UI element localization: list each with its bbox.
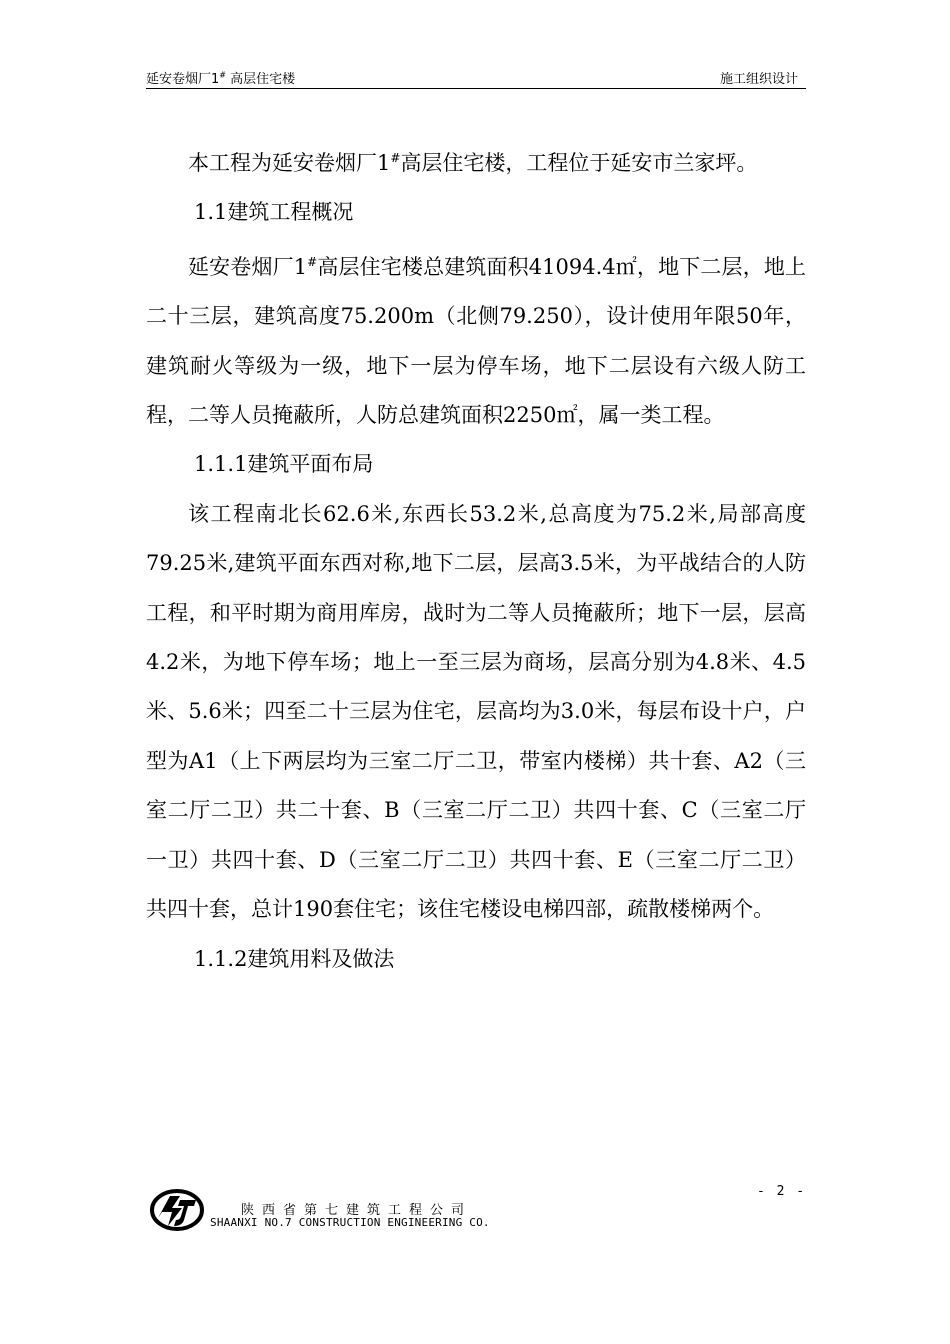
paragraph-text: 高层住宅楼，工程位于延安市兰家坪。 — [400, 151, 758, 175]
header-project-title — [146, 68, 295, 87]
paragraph-sup: # — [390, 151, 401, 165]
footer-company-name-en: SHAANXI NO.7 CONSTRUCTION ENGINEERING CO. — [210, 1216, 490, 1229]
footer-company-name-cn: 陕西省第七建筑工程公司 — [241, 1203, 473, 1218]
page-header — [146, 66, 806, 89]
document-body — [146, 134, 806, 984]
layout-paragraph: 该工程南北长62.6米,东西长53.2米,总高度为75.2米,局部高度79.25米,建筑平面东西对称,地下二层，层高3.5米，为平战结合的人防工程，和平时期为商用库房，战时为二等人员掩蔽所；地下一层，层高4.2米，为地下停车场；地上一至三层为商场，层高分别为4.8米、4.5米、5.6米；四至二十三层为住宅，层高均为3.0米，每层布设十户，户型为A1（上下两层均为三室二厅二卫，带室内楼梯）共十套、A2（三室二厅二卫）共二十套、B（三室二厅二卫）共四十套、C（三室二厅一卫）共四十套、D（三室二厅二卫）共四十套、E（三室二厅二卫）共四十套，总计190套住宅；该住宅楼设电梯四部，疏散楼梯两个。 — [146, 501, 806, 922]
intro-paragraph — [146, 134, 806, 188]
header-title-part: 高层住宅楼 — [225, 72, 296, 87]
company-logo-icon — [150, 1188, 204, 1232]
paragraph-text: 本工程为延安卷烟厂1 — [188, 151, 391, 175]
paragraph-text: 延安卷烟厂1 — [188, 254, 308, 279]
section-heading-1-1-2: 1.1.2建筑用料及做法 — [194, 946, 395, 971]
header-title-sup: # — [219, 70, 226, 80]
section-heading-1-1-1: 1.1.1建筑平面布局 — [194, 452, 374, 477]
header-document-title: 施工组织设计 — [719, 72, 798, 87]
paragraph-sup: # — [307, 254, 318, 269]
overview-paragraph — [146, 238, 806, 441]
header-title-part: 延安卷烟厂1 — [146, 72, 220, 87]
section-heading-1-1: 1.1建筑工程概况 — [194, 200, 354, 225]
page-number: - 2 - — [757, 1184, 807, 1199]
paragraph-text: 高层住宅楼总建筑面积41094.4㎡，地下二层，地上二十三层，建筑高度75.200m（北侧79.250），设计使用年限50年，建筑耐火等级为一级，地下一层为停车场，地下二层设有六级人防工程，二等人员掩蔽所，人防总建筑面积2250㎡，属一类工程。 — [146, 254, 806, 428]
